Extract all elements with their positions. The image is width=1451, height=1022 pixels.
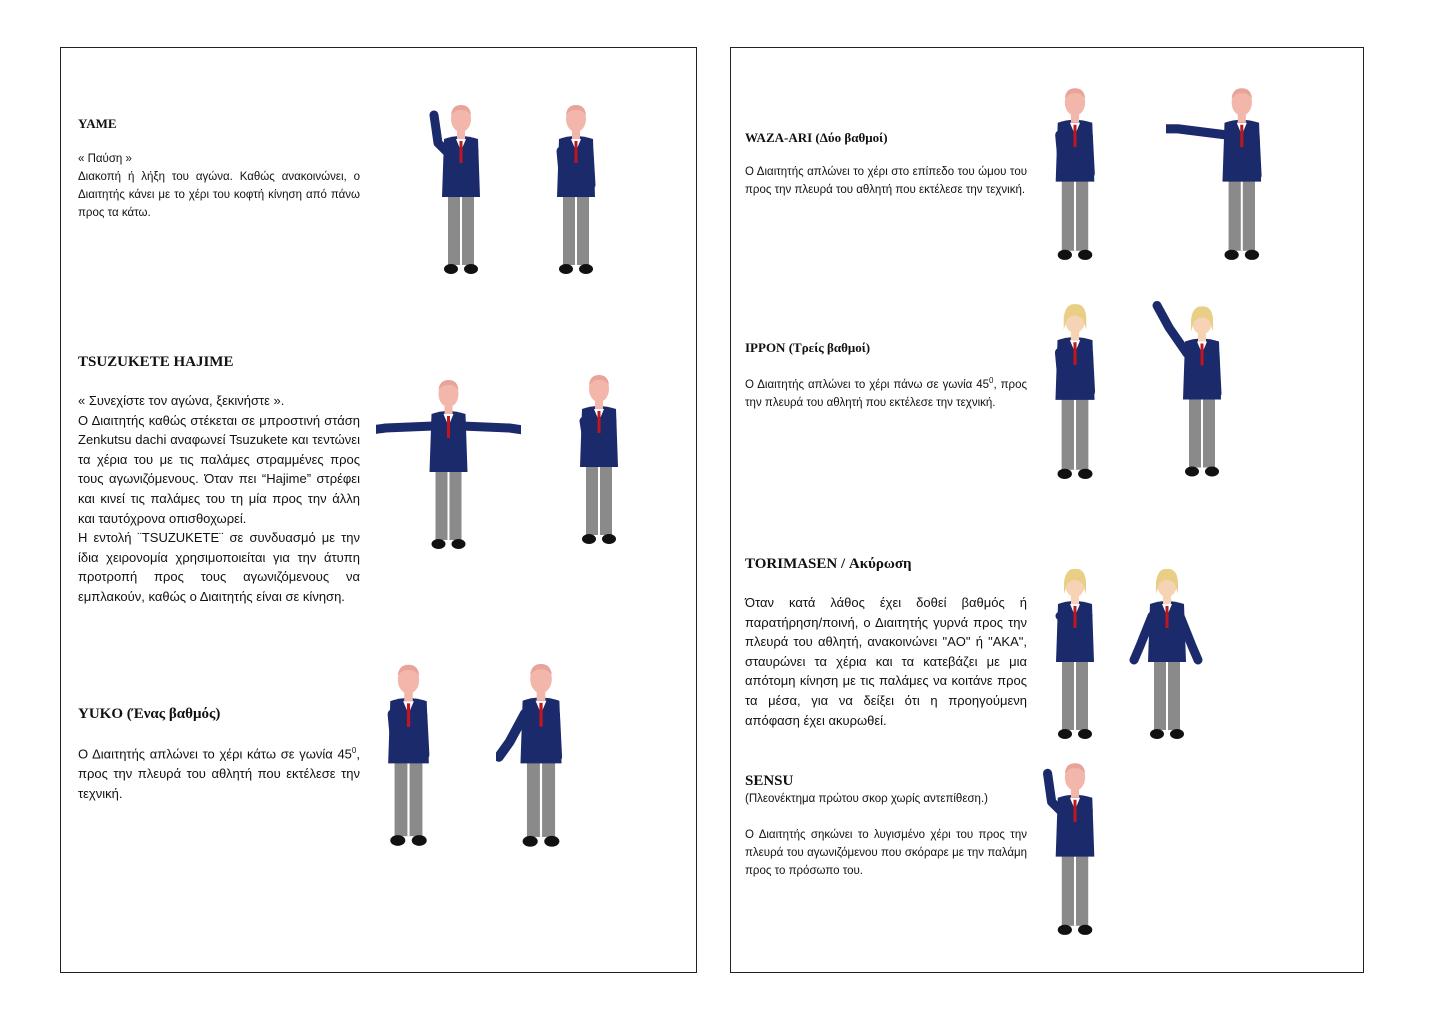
right-page — [730, 47, 1364, 973]
torimasen-figure-2 — [1121, 558, 1213, 743]
ippon-figure-2 — [1129, 273, 1239, 493]
sensu-title: SENSU — [745, 773, 794, 789]
torimasen-title: TORIMASEN / Ακύρωση — [745, 556, 912, 572]
left-page — [60, 47, 697, 973]
tie — [1240, 125, 1243, 147]
shoe-left — [523, 836, 538, 847]
tie — [1073, 125, 1076, 147]
tsuzukete-text-2: Η εντολή ¨TSUZUKETE¨ σε συνδυασμό με την ίδια χειρονομία χρησιμοποιείται για την άτυπη προτροπή προς τους αγωνιζόμενους να εμπλακούν, καθώς ο Διαιτητής είναι σε κίνηση. — [78, 530, 360, 604]
shoe-left — [444, 264, 458, 274]
sensu-subtitle: (Πλεονέκτημα πρώτου σκορ χωρίς αντεπίθεση.) — [745, 793, 988, 805]
yuko-figure-2 — [496, 651, 586, 851]
waza-ari-section — [745, 130, 1027, 199]
tie — [1073, 342, 1076, 365]
yuko-text: Ο Διαιτητής απλώνει το χέρι κάτω σε γωνία $45^0$, προς την πλευρά του αθλητή που εκτέλεσε την τεχνική. — [78, 746, 360, 801]
yuko-section — [78, 706, 360, 803]
shoe-right — [1245, 250, 1259, 260]
shoe-left — [390, 835, 405, 846]
shoe-left — [432, 539, 446, 549]
arm-right — [462, 426, 522, 430]
ippon-section — [745, 340, 1027, 412]
ippon-figure-1 — [1039, 283, 1111, 493]
tsuzukete-figure-2 — [564, 363, 634, 548]
tie — [1166, 606, 1169, 628]
shoe-left — [1185, 467, 1199, 477]
shoe-left — [1058, 250, 1072, 260]
tsuzukete-text-1: Ο Διαιτητής καθώς στέκεται σε μπροστινή στάση Zenkutsu dachi αναφωνεί Tsuzukete και τεντώνει τα χέρια του με τις παλάμες στραμμένες προς τους αγωνιζόμενους. Όταν πει “Hajime” στρέφει και κινεί τις παλάμες του τη μία προς την άλλη και ταυτόχρονα οπισθοχωρεί. — [78, 412, 360, 526]
shoe-left — [1058, 469, 1072, 479]
yuko-title: YUKO (Ένας βαθμός) — [78, 706, 221, 722]
sensu-section — [745, 773, 1027, 880]
shoe-right — [1170, 729, 1184, 739]
tsuzukete-title: TSUZUKETE HAJIME — [78, 354, 234, 370]
sensu-figure — [1039, 751, 1111, 939]
waza-ari-figure-1 — [1039, 76, 1111, 264]
tie — [407, 703, 410, 727]
shoe-right — [412, 835, 427, 846]
shoe-left — [582, 534, 596, 544]
shoe-right — [579, 264, 593, 274]
yame-figure-2 — [541, 93, 611, 278]
tie — [447, 416, 450, 438]
sensu-text: Ο Διαιτητής σηκώνει το λυγισμένο χέρι του προς την πλευρά του αγωνιζόμενου που σκόραρε με την παλάμη προς το πρόσωπο του. — [745, 829, 1027, 877]
tie — [460, 141, 463, 163]
shoe-right — [1078, 469, 1092, 479]
shoe-left — [1150, 729, 1164, 739]
tie — [598, 411, 601, 433]
shoe-right — [602, 534, 616, 544]
tie — [575, 141, 578, 163]
shoe-left — [1058, 729, 1072, 739]
yuko-figure-1 — [371, 651, 446, 851]
waza-ari-text: Ο Διαιτητής απλώνει το χέρι στο επίπεδο του ώμου του προς την πλευρά του αθλητή που εκτέλεσε την τεχνική. — [745, 166, 1027, 196]
shoe-right — [1078, 729, 1092, 739]
tsuzukete-section — [78, 354, 360, 607]
shoe-right — [452, 539, 466, 549]
shoe-left — [559, 264, 573, 274]
shoe-right — [1205, 467, 1219, 477]
tie — [539, 703, 542, 727]
shoe-left — [1225, 250, 1239, 260]
arm-left — [499, 714, 525, 757]
arm-left — [376, 426, 434, 430]
shoe-right — [544, 836, 559, 847]
tie — [1201, 344, 1204, 366]
torimasen-text: Όταν κατά λάθος έχει δοθεί βαθμός ή παρατήρηση/ποινή, ο Διαιτητής γυρνά προς την πλευρά του αθλητή, ανακοινώνει "AO" ή "AKA", σταυρώνει τα χέρια και τα κατεβάζει με μια απότομη κίνηση με τις παλάμες να κοιτάνε προς τα μέσα, για να δείξει ότι η προηγούμενη απόφαση έχει ακυρωθεί. — [745, 595, 1027, 728]
shoe-right — [1078, 925, 1092, 935]
yame-text: Διακοπή ή λήξη του αγώνα. Καθώς ανακοινώνει, ο Διαιτητής κάνει με το χέρι του κοφτή κίνηση από πάνω προς τα κάτω. — [78, 171, 360, 219]
shoe-right — [464, 264, 478, 274]
tsuzukete-quote: « Συνεχίστε τον αγώνα, ξεκινήστε ». — [78, 393, 285, 408]
waza-ari-title: WAZA-ARI (Δύο βαθμοί) — [745, 130, 888, 145]
ippon-title: IPPON (Τρείς βαθμοί) — [745, 340, 871, 355]
tie — [1074, 606, 1077, 628]
shoe-right — [1078, 250, 1092, 260]
yame-figure-1 — [426, 93, 496, 278]
shoe-left — [1058, 925, 1072, 935]
ippon-text: Ο Διαιτητής απλώνει το χέρι πάνω σε γωνία $45^0$, προς την πλευρά του αθλητή που εκτέλεσε την τεχνική. — [745, 376, 1028, 409]
arm-left — [1157, 306, 1187, 354]
yame-title: YAME — [78, 116, 117, 131]
tsuzukete-figure-1 — [376, 363, 521, 553]
torimasen-section — [745, 556, 1027, 730]
torimasen-figure-1 — [1039, 558, 1111, 743]
arm-left — [1166, 129, 1227, 135]
yame-quote: « Παύση » — [78, 153, 132, 165]
tie — [1073, 800, 1076, 822]
waza-ari-figure-2 — [1166, 76, 1281, 264]
yame-section — [78, 116, 360, 222]
